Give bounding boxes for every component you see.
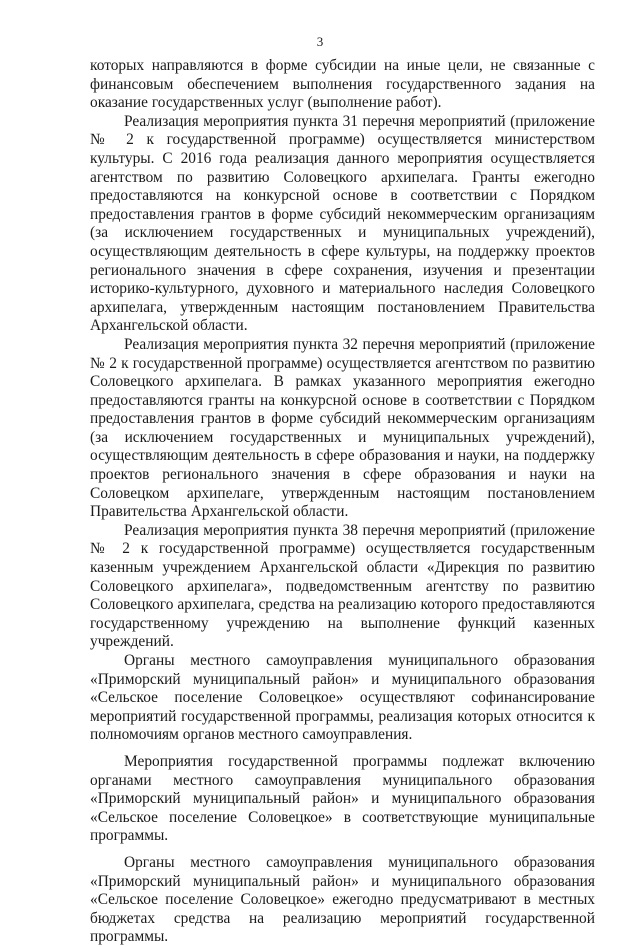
paragraph-item-31: Реализация мероприятия пункта 31 перечня мероприятий (приложение № 2 к государственной программе) осуществляется министерством культуры. С 2016 года реализация данного мероприятия осуществляется агентством по развитию Соловецкого архипелага. Гранты ежегодно предоставляются на конкурсной основе в соответствии с Порядком предоставления грантов в форме субсидий некоммерческим организациям (за исключением государственных и муниципальных учреждений), осуществляющим деятельность в сфере культуры, на поддержку проектов регионального значения в сфере сохранения, изучения и презентации историко-культурного, духовного и материального наследия Соловецкого архипелага, утвержденным настоящим постановлением Правительства Архангельской области. [90, 112, 595, 335]
paragraph-continuation: которых направляются в форме субсидии на иные цели, не связанные с финансовым обеспечением выполнения государственного задания на оказание государственных услуг (выполнение работ). [90, 57, 595, 112]
paragraph-budgets: Органы местного самоуправления муниципального образования «Приморский муниципальный район» и муниципального образования «Сельское поселение Соловецкое» ежегодно предусматривают в местных бюджетах средства на реализацию мероприятий государственной программы. [90, 853, 595, 946]
page-number: 3 [316, 34, 324, 49]
document-body [90, 57, 595, 947]
paragraph-inclusion: Мероприятия государственной программы подлежат включению органами местного самоуправления муниципального образования «Приморский муниципальный район» и муниципального образования «Сельское поселение Соловецкое» в соответствующие муниципальные программы. [90, 752, 595, 845]
paragraph-cofinancing: Органы местного самоуправления муниципального образования «Приморский муниципальный район» и муниципального образования «Сельское поселение Соловецкое» осуществляют софинансирование мероприятий государственной программы, реализация которых относится к полномочиям органов местного самоуправления. [90, 652, 595, 744]
paragraph-item-38: Реализация мероприятия пункта 38 перечня мероприятий (приложение № 2 к государственной программе) осуществляется государственным казенным учреждением Архангельской области «Дирекция по развитию Соловецкого архипелага», подведомственным агентству по развитию Соловецкого архипелага, средства на реализацию которого предоставляются государственному учреждению на выполнение функций казенных учреждений. [90, 521, 595, 651]
paragraph-item-32: Реализация мероприятия пункта 32 перечня мероприятий (приложение № 2 к государственной программе) осуществляется агентством по развитию Соловецкого архипелага. В рамках указанного мероприятия ежегодно предоставляются гранты на конкурсной основе в соответствии с Порядком предоставления грантов в форме субсидий некоммерческим организациям (за исключением государственных и муниципальных учреждений), осуществляющим деятельность в сфере образования и науки, на поддержку проектов регионального значения в сфере образования и науки на Соловецком архипелаге, утвержденным настоящим постановлением Правительства Архангельской области. [90, 335, 595, 521]
